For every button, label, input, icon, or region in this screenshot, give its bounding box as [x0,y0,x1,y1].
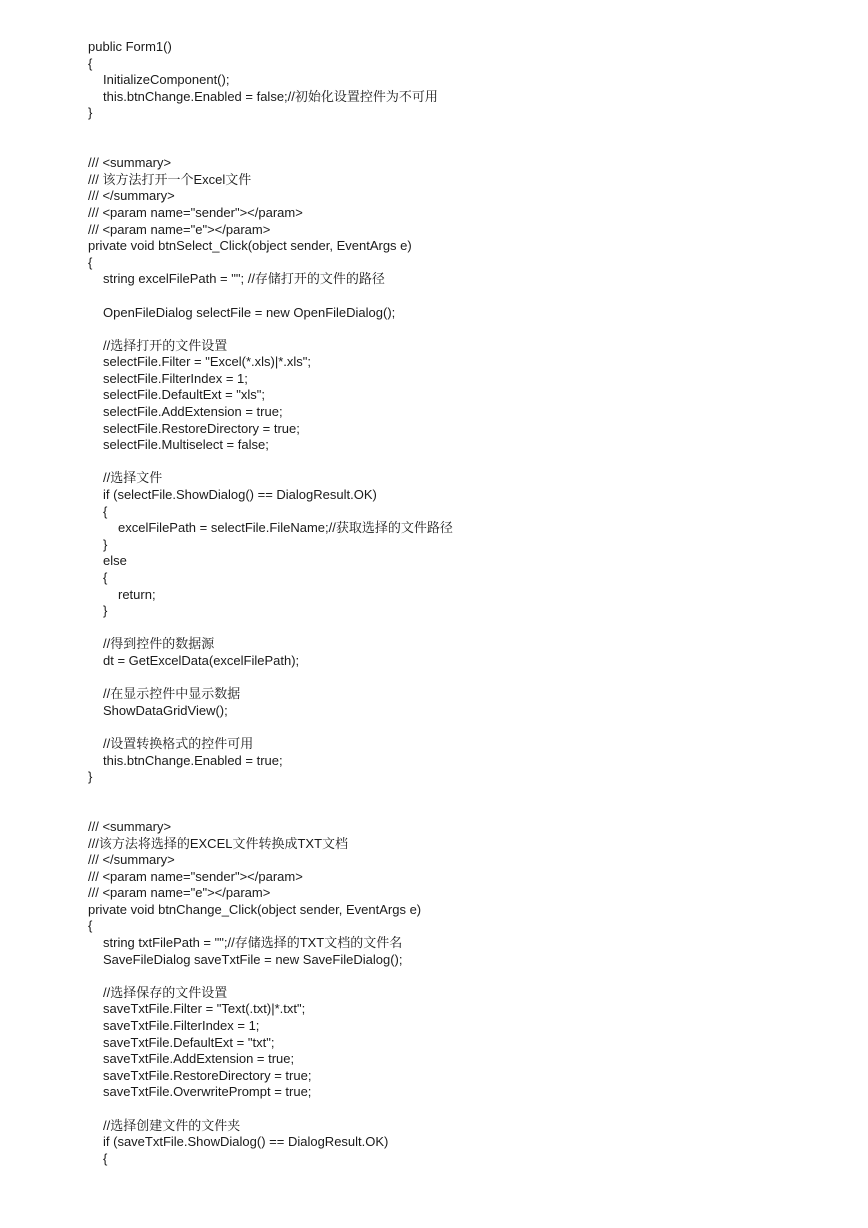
code-line: /// <param name="sender"></param> [88,204,303,220]
code-line: ShowDataGridView(); [103,702,228,718]
code-line [88,321,848,338]
code-line: saveTxtFile.DefaultExt = "txt"; [103,1034,275,1050]
code-line: saveTxtFile.RestoreDirectory = true; [103,1067,312,1083]
code-line: //选择创建文件的文件夹 [103,1117,241,1133]
code-line [88,454,848,471]
code-line: selectFile.FilterIndex = 1; [103,370,248,386]
code-line: /// <param name="e"></param> [88,221,271,237]
code-line: /// <summary> [88,155,172,171]
code-line: ///该方法将选择的EXCEL文件转换成TXT文档 [88,835,349,851]
code-line: /// 该方法打开一个Excel文件 [88,171,252,187]
code-line [88,620,848,637]
code-line [88,139,848,156]
code-line: this.btnChange.Enabled = true; [103,752,283,768]
code-line: excelFilePath = selectFile.FileName;//获取选择的文件路径 [118,520,453,536]
code-line: private void btnSelect_Click(object sender, EventArgs e) [88,238,412,254]
code-line: //得到控件的数据源 [103,636,215,652]
code-line: /// </summary> [88,852,175,868]
code-line [88,288,848,305]
code-line: string txtFilePath = "";//存储选择的TXT文档的文件名 [103,935,403,951]
code-line: this.btnChange.Enabled = false;//初始化设置控件为不可用 [103,88,438,104]
code-line: //选择打开的文件设置 [103,337,228,353]
code-line: dt = GetExcelData(excelFilePath); [103,652,300,668]
code-line: { [103,570,108,585]
code-line: { [88,55,93,71]
code-line: selectFile.AddExtension = true; [103,404,283,420]
code-line [88,786,848,803]
code-line: //选择保存的文件设置 [103,984,228,1000]
code-line: /// </summary> [88,188,175,204]
code-line [88,122,848,139]
code-line: return; [118,586,156,602]
code-line: } [103,603,108,619]
code-line: /// <param name="sender"></param> [88,868,303,884]
code-line: /// <param name="e"></param> [88,885,271,901]
code-line: if (selectFile.ShowDialog() == DialogResult.OK) [103,487,377,503]
code-listing [88,39,848,1167]
code-line: saveTxtFile.AddExtension = true; [103,1051,295,1067]
code-line [88,670,848,687]
code-line: else [103,553,127,569]
code-line: } [88,769,93,785]
code-line: private void btnChange_Click(object sender, EventArgs e) [88,901,422,917]
code-line: selectFile.Multiselect = false; [103,437,269,453]
code-line: { [88,254,93,270]
code-line: string excelFilePath = ""; //存储打开的文件的路径 [103,271,385,287]
code-line: } [103,536,108,552]
code-line: selectFile.Filter = "Excel(*.xls)|*.xls"; [103,354,312,370]
code-line: } [88,105,93,121]
code-line [88,1101,848,1118]
code-line: InitializeComponent(); [103,72,230,88]
code-line: { [103,503,108,519]
code-line: public Form1() [88,39,172,54]
code-line: /// <summary> [88,818,172,834]
code-line: //在显示控件中显示数据 [103,686,241,702]
code-line: selectFile.DefaultExt = "xls"; [103,387,266,403]
code-line: //选择文件 [103,470,163,486]
code-line [88,968,848,985]
code-line: saveTxtFile.OverwritePrompt = true; [103,1084,312,1100]
code-line [88,802,848,819]
code-line: saveTxtFile.FilterIndex = 1; [103,1018,260,1034]
code-line: { [103,1150,108,1166]
code-line: { [88,918,93,934]
code-line: //设置转换格式的控件可用 [103,735,254,751]
code-line: saveTxtFile.Filter = "Text(.txt)|*.txt"; [103,1001,306,1017]
code-line: selectFile.RestoreDirectory = true; [103,420,300,436]
code-line: if (saveTxtFile.ShowDialog() == DialogResult.OK) [103,1134,389,1150]
code-line [88,719,848,736]
code-line: OpenFileDialog selectFile = new OpenFileDialog(); [103,304,396,320]
code-line: SaveFileDialog saveTxtFile = new SaveFileDialog(); [103,951,403,967]
